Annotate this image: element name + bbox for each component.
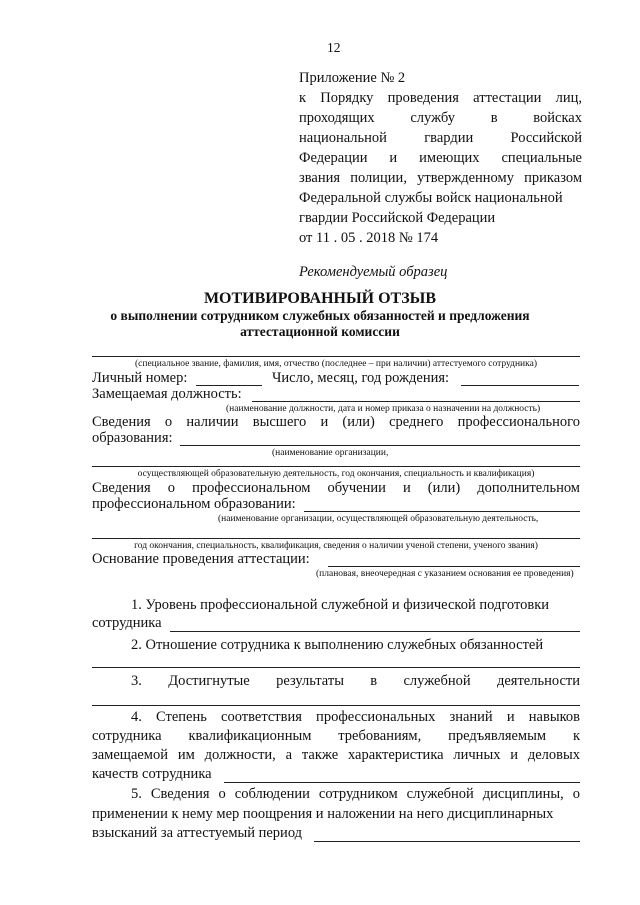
- page-number: 12: [327, 40, 341, 55]
- training-field[interactable]: [304, 511, 580, 512]
- item-2: 2. Отношение сотрудника к выполнению служебных обязанностей: [131, 637, 544, 653]
- basis-label: Основание проведения аттестации:: [92, 551, 310, 567]
- document-subtitle: о выполнении сотрудником служебных обязанностей и предложения: [110, 308, 530, 323]
- appendix-line: Приложение № 2: [299, 70, 406, 86]
- order-date-line: от 11 . 05 . 2018 № 174: [299, 230, 439, 246]
- item-3: 3. Достигнутые результаты в служебной деятельности: [131, 673, 580, 689]
- item-4: 4. Степень соответствия профессиональных знаний и навыков: [131, 709, 580, 725]
- item-5-cont: взысканий за аттестуемый период: [92, 825, 303, 841]
- hint-org: (наименование организации,: [272, 448, 389, 458]
- training-label: Сведения о профессиональном обучении и (или) дополнительном: [92, 480, 580, 496]
- education-field-2[interactable]: [92, 466, 580, 467]
- item-5-cont: применении к нему мер поощрения и наложении на него дисциплинарных: [92, 806, 554, 822]
- hint-basis: (плановая, внеочередная с указанием основания ее проведения): [316, 569, 574, 579]
- appendix-line: проходящих службу в войсках: [299, 110, 582, 126]
- education-label: Сведения о наличии высшего и (или) среднего профессионального: [92, 414, 580, 430]
- appendix-line: национальной гвардии Российской: [299, 130, 582, 146]
- item-5: 5. Сведения о соблюдении сотрудником служебной дисциплины, о: [131, 786, 580, 802]
- sample-note: Рекомендуемый образец: [299, 264, 448, 280]
- position-label: Замещаемая должность:: [92, 386, 242, 402]
- training-field-2[interactable]: [92, 538, 580, 539]
- item-4-cont: замещаемой им должности, а также характеристика личных и деловых: [92, 747, 580, 763]
- item-5-field[interactable]: [314, 841, 580, 842]
- appendix-line: гвардии Российской Федерации: [299, 210, 496, 226]
- education-field[interactable]: [180, 445, 580, 446]
- item-1-cont: сотрудника: [92, 615, 162, 631]
- employee-field[interactable]: [92, 356, 580, 357]
- basis-field[interactable]: [328, 566, 580, 567]
- hint-training: (наименование организации, осуществляющей образовательную деятельность,: [218, 514, 539, 524]
- hint-employee: (специальное звание, фамилия, имя, отчество (последнее – при наличии) аттестуемого сотрудника): [135, 359, 537, 369]
- appendix-line: звания полиции, утвержденному приказом: [299, 170, 582, 186]
- item-4-cont: сотрудника квалификационным требованиям, предъявляемым к: [92, 728, 580, 744]
- item-1-field[interactable]: [170, 631, 580, 632]
- personal-number-label: Личный номер:: [92, 370, 188, 386]
- hint-org-2: осуществляющей образовательную деятельность, год окончания, специальность и квалификация): [137, 469, 535, 479]
- hint-position: (наименование должности, дата и номер приказа о назначении на должность): [226, 404, 541, 414]
- birth-date-label: Число, месяц, год рождения:: [272, 370, 450, 386]
- birth-date-field[interactable]: [461, 385, 579, 386]
- hint-training-2: год окончания, специальность, квалификация, сведения о наличии ученой степени, ученого звания): [134, 541, 538, 551]
- item-4-field[interactable]: [224, 782, 580, 783]
- training-label-2: профессиональном образовании:: [92, 496, 296, 512]
- document-subtitle: аттестационной комиссии: [240, 324, 400, 339]
- education-label-2: образования:: [92, 430, 173, 446]
- position-field[interactable]: [252, 401, 580, 402]
- appendix-line: Федерации и имеющих специальные: [299, 150, 582, 166]
- item-4-cont: качеств сотрудника: [92, 766, 212, 782]
- appendix-line: Федеральной службы войск национальной: [299, 190, 563, 206]
- appendix-line: к Порядку проведения аттестации лиц,: [299, 90, 582, 106]
- item-3-field[interactable]: [92, 705, 580, 706]
- document-title: МОТИВИРОВАННЫЙ ОТЗЫВ: [203, 290, 437, 307]
- item-2-field[interactable]: [92, 667, 580, 668]
- item-1: 1. Уровень профессиональной служебной и физической подготовки: [131, 597, 550, 613]
